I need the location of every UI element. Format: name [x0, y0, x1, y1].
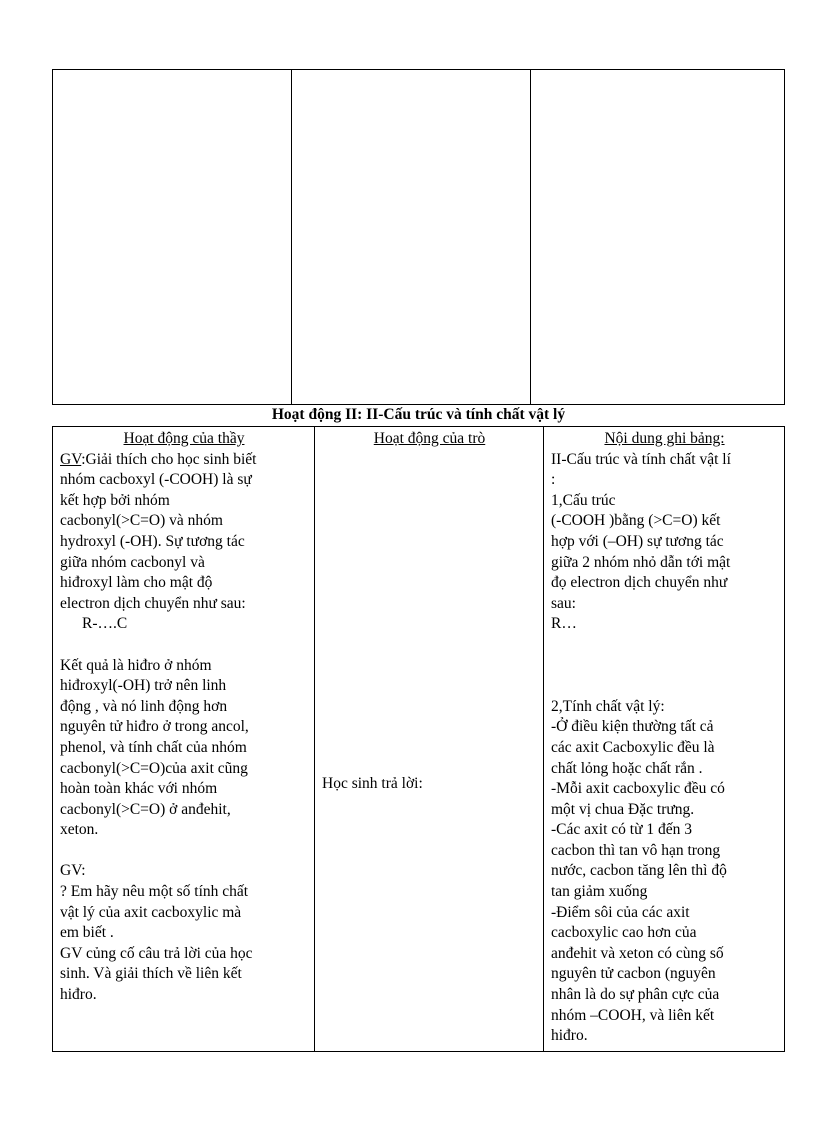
- content-line: hiđro.: [551, 1027, 588, 1045]
- teacher-line: hiđroxyl làm cho mật độ: [60, 574, 213, 592]
- teacher-line: hiđro.: [60, 986, 97, 1004]
- content-line: nhân là do sự phân cực của: [551, 986, 720, 1004]
- content-line: 2,Tính chất vật lý:: [551, 697, 665, 715]
- gv-label: GV: [60, 450, 82, 468]
- content-line: cacbon thì tan vô hạn trong: [551, 841, 721, 859]
- teacher-text: :Giải thích cho học sinh biết: [81, 450, 257, 468]
- teacher-gv-label: GV:: [60, 862, 86, 880]
- teacher-line: electron dịch chuyển như sau:: [60, 594, 246, 612]
- teacher-line: cacbonyl(>C=O) và nhóm: [60, 512, 223, 530]
- content-line: anđehit và xeton có cùng số: [551, 944, 724, 962]
- teacher-line: Kết quả là hiđro ở nhóm: [60, 656, 212, 674]
- content-line: (-COOH )bằng (>C=O) kết: [551, 512, 721, 530]
- content-line: chất lỏng hoặc chất rắn .: [551, 759, 703, 777]
- content-line: sau:: [551, 594, 576, 612]
- activity-table: [52, 426, 785, 1052]
- teacher-line: [60, 450, 308, 471]
- content-line: -Các axit có từ 1 đến 3: [551, 821, 692, 839]
- teacher-line: sinh. Và giải thích về liên kết: [60, 965, 242, 983]
- content-line: -Điểm sôi của các axit: [551, 903, 690, 921]
- top-table: [52, 69, 785, 405]
- teacher-formula: R-….C: [82, 615, 128, 633]
- content-line: nguyên tử cacbon (nguyên: [551, 965, 716, 983]
- teacher-line: xeton.: [60, 821, 99, 839]
- content-line: cacboxylic cao hơn của: [551, 924, 697, 942]
- teacher-line: ? Em hãy nêu một số tính chất: [60, 883, 249, 901]
- teacher-line: động , và nó linh động hơn: [60, 697, 228, 715]
- spacer: [551, 656, 778, 677]
- teacher-line: hydroxyl (-OH). Sự tương tác: [60, 532, 245, 550]
- teacher-line: em biết .: [60, 924, 114, 942]
- student-header: Hoạt động của trò: [373, 430, 486, 447]
- top-table-cell-3: [531, 70, 784, 404]
- teacher-line: kết hợp bởi nhóm: [60, 491, 170, 509]
- top-table-cell-2: [292, 70, 531, 404]
- content-line: :: [551, 471, 556, 489]
- content-line: giữa 2 nhóm nhỏ dẫn tới mật: [551, 553, 731, 571]
- teacher-header: Hoạt động của thầy: [123, 430, 245, 447]
- teacher-line: phenol, và tính chất của nhóm: [60, 738, 247, 756]
- content-line: -Ở điều kiện thường tất cả: [551, 718, 714, 736]
- content-header: Nội dung ghi bảng:: [604, 430, 725, 447]
- content-line: R…: [551, 615, 577, 633]
- content-line: các axit Cacboxylic đều là: [551, 738, 715, 756]
- teacher-line: cacbonyl(>C=O)của axit cũng: [60, 759, 248, 777]
- content-line: đọ electron dịch chuyển như: [551, 574, 728, 592]
- content-line: nước, cacbon tăng lên thì độ: [551, 862, 727, 880]
- content-line: 1,Cấu trúc: [551, 491, 616, 509]
- teacher-line: nhóm cacboxyl (-COOH) là sự: [60, 471, 252, 489]
- content-line: -Mỗi axit cacboxylic đều có: [551, 780, 725, 798]
- content-line: nhóm –COOH, và liên kết: [551, 1006, 715, 1024]
- top-table-cell-1: [53, 70, 292, 404]
- teacher-line: GV củng cố câu trả lời của học: [60, 944, 253, 962]
- spacer: [60, 635, 308, 656]
- section-title: Hoạt động II: II-Cấu trúc và tính chất vật lý: [271, 406, 566, 423]
- teacher-line: hiđroxyl(-OH) trở nên linh: [60, 677, 227, 695]
- teacher-line: hoàn toàn khác với nhóm: [60, 780, 218, 798]
- content-line: tan giảm xuống: [551, 883, 648, 901]
- teacher-line: cacbonyl(>C=O) ở anđehit,: [60, 800, 231, 818]
- spacer: [551, 676, 778, 697]
- spacer: [551, 635, 778, 656]
- teacher-column: [53, 427, 315, 1051]
- student-answer: Học sinh trả lời:: [322, 775, 423, 792]
- spacer: [60, 841, 308, 862]
- content-line: một vị chua Đặc trưng.: [551, 800, 695, 818]
- teacher-line: vật lý của axit cacboxylic mà: [60, 903, 242, 921]
- student-column: [315, 427, 544, 1051]
- teacher-line: nguyên tử hiđro ở trong ancol,: [60, 718, 249, 736]
- teacher-line: giữa nhóm cacbonyl và: [60, 553, 205, 571]
- content-line: hợp với (–OH) sự tương tác: [551, 532, 724, 550]
- content-line: II-Cấu trúc và tính chất vật lí: [551, 450, 731, 468]
- content-column: [544, 427, 784, 1051]
